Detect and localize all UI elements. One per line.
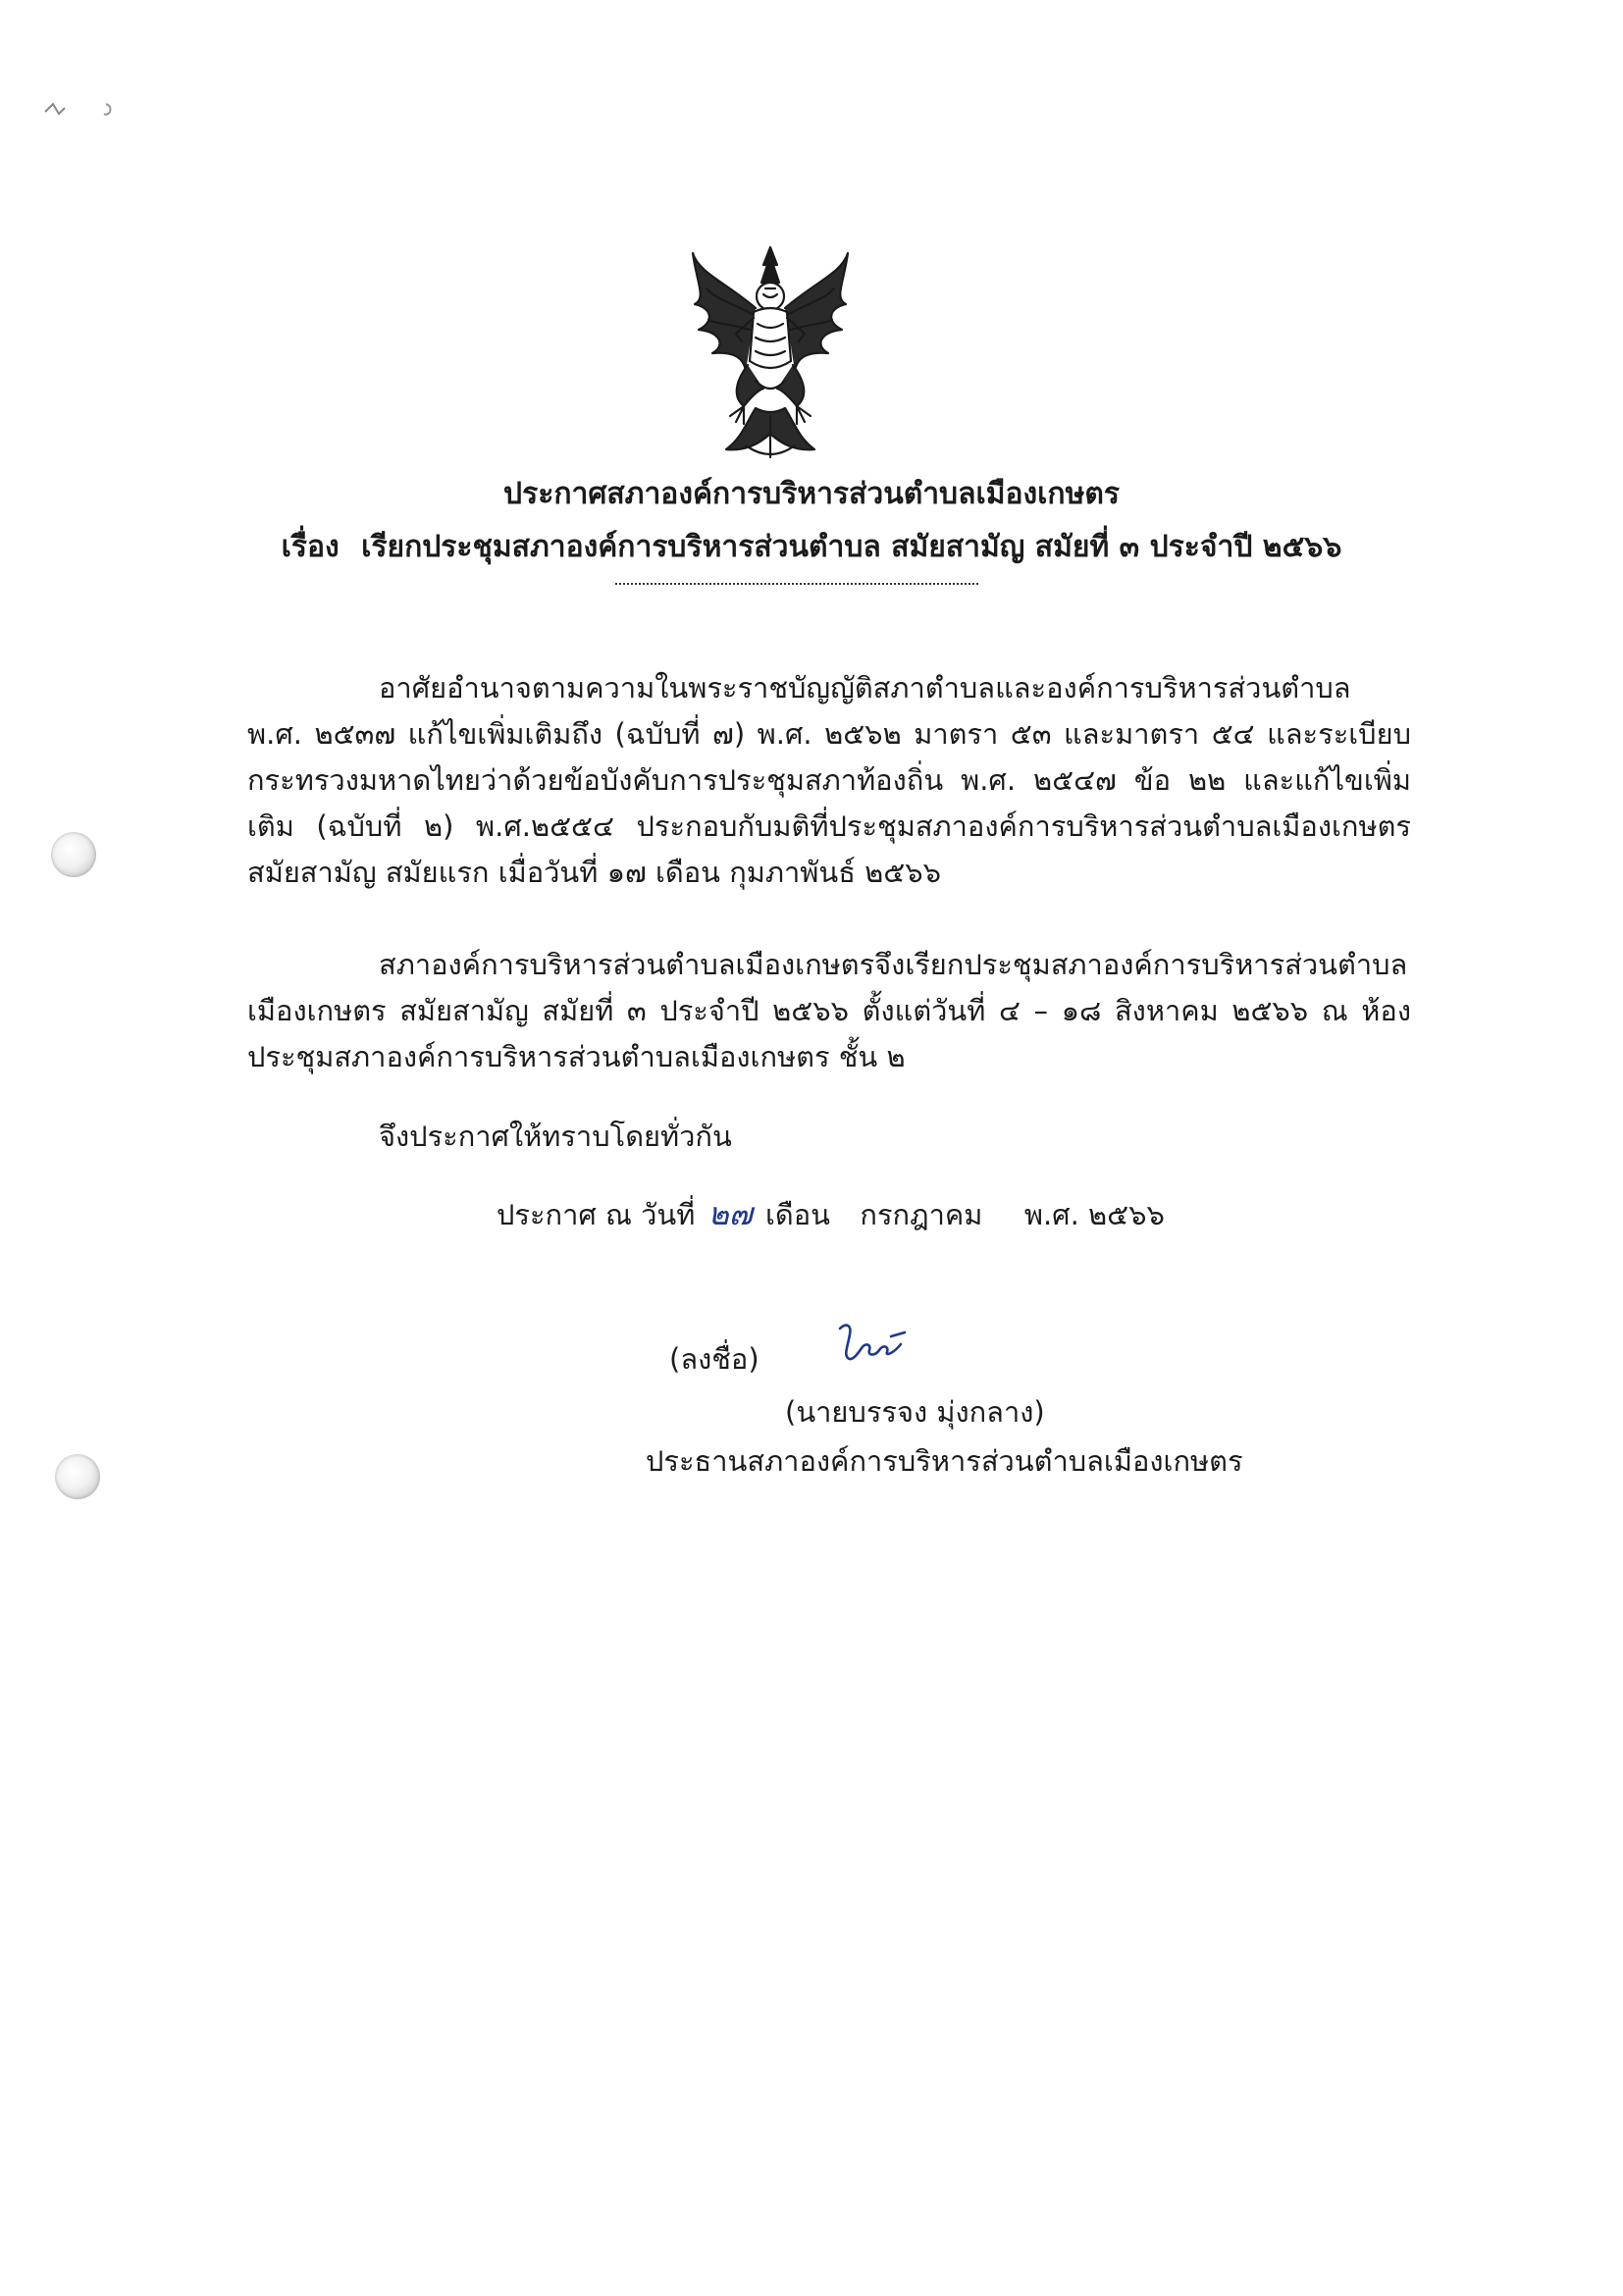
document-subject (0, 524, 1623, 570)
announce-all: จึงประกาศให้ทราบโดยทั่วกัน (379, 1120, 732, 1153)
subject-text: เรียกประชุมสภาองค์การบริหารส่วนตำบล สมัยสามัญ สมัยที่ ๓ ประจำปี ๒๕๖๖ (361, 530, 1342, 564)
paragraph-2 (247, 942, 1411, 1080)
announce-month: กรกฎาคม (860, 1198, 983, 1231)
announce-date (497, 1189, 1165, 1239)
handwritten-signature-icon (832, 1315, 911, 1370)
announce-month-label: เดือน (764, 1198, 830, 1231)
paragraph-2-text: สภาองค์การบริหารส่วนตำบลเมืองเกษตรจึงเรียกประชุมสภาองค์การบริหารส่วนตำบลเมืองเกษตร สมัยสามัญ สมัยที่ ๓ ประจำปี ๒๕๖๖ ตั้งแต่วันที่ ๔ – ๑๘ สิงหาคม ๒๕๖๖ ณ ห้องประชุมสภาองค์การบริหารส่วนตำบลเมืองเกษตร ชั้น ๒ (247, 948, 1411, 1073)
punch-hole-icon (55, 1454, 100, 1499)
scan-artifact-icon (39, 94, 147, 124)
announce-year: พ.ศ. ๒๕๖๖ (1023, 1198, 1165, 1231)
announce-prefix: ประกาศ ณ วันที่ (497, 1198, 696, 1231)
garuda-emblem-icon (687, 243, 854, 463)
paragraph-1-text: อาศัยอำนาจตามความในพระราชบัญญัติสภาตำบลและองค์การบริหารส่วนตำบล พ.ศ. ๒๕๓๗ แก้ไขเพิ่มเติมถึง (ฉบับที่ ๗) พ.ศ. ๒๕๖๒ มาตรา ๕๓ และมาตรา ๕๔ และระเบียบกระทรวงมหาดไทยว่าด้วยข้อบังคับการประชุมสภาท้องถิ่น พ.ศ. ๒๕๔๗ ข้อ ๒๒ และแก้ไขเพิ่มเติม (ฉบับที่ ๒) พ.ศ.๒๕๕๔ ประกอบกับมติที่ประชุมสภาองค์การบริหารส่วนตำบลเมืองเกษตร สมัยสามัญ สมัยแรก เมื่อวันที่ ๑๗ เดือน กุมภาพันธ์ ๒๕๖๖ (247, 671, 1411, 889)
signer-position: ประธานสภาองค์การบริหารส่วนตำบลเมืองเกษตร (646, 1444, 1243, 1478)
announce-day: ๒๗ (707, 1195, 753, 1232)
paragraph-1 (247, 665, 1411, 896)
subject-label: เรื่อง (281, 530, 340, 564)
dotted-divider (615, 583, 978, 585)
sign-label: (ลงชื่อ) (669, 1342, 759, 1376)
signer-name: (นายบรรจง มุ่งกลาง) (785, 1395, 1045, 1429)
punch-hole-icon (51, 832, 96, 877)
document-title: ประกาศสภาองค์การบริหารส่วนตำบลเมืองเกษตร (503, 477, 1120, 511)
